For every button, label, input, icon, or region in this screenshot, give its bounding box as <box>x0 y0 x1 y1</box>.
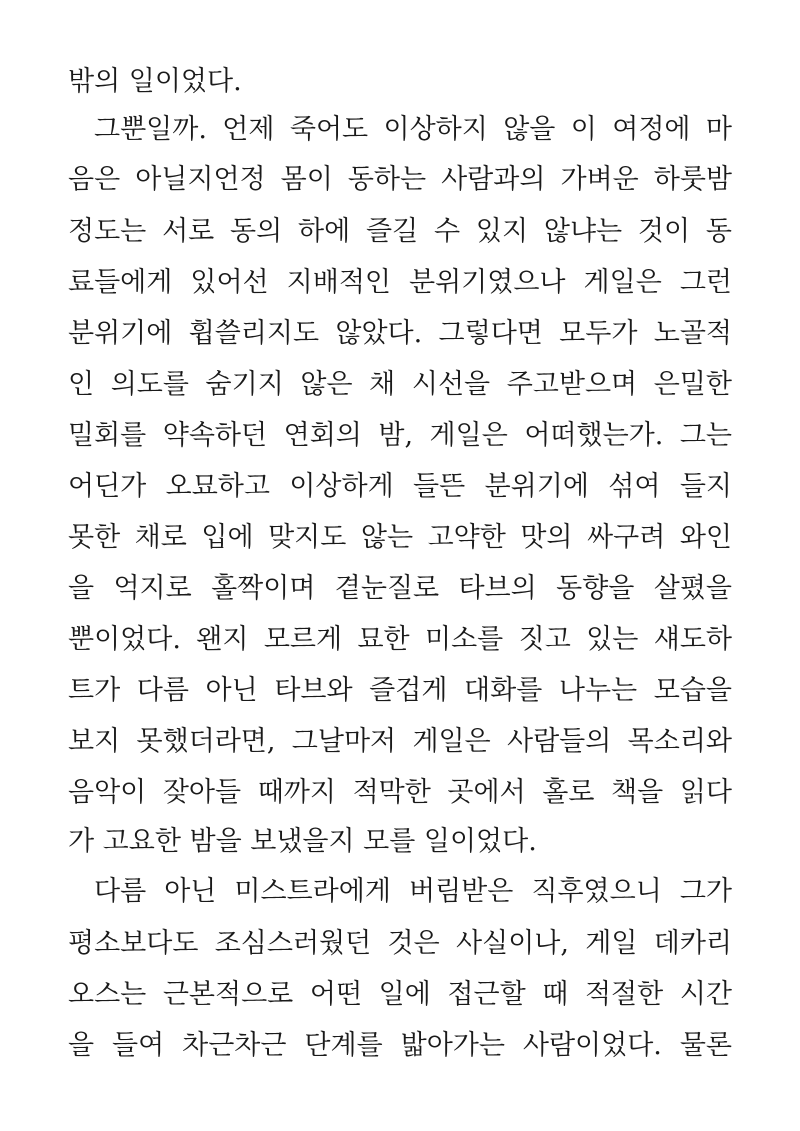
text-line: 못한 채로 입에 맞지도 않는 고약한 맛의 싸구려 와인 <box>68 522 732 553</box>
text-line: 다름 아닌 미스트라에게 버림받은 직후였으니 그가 <box>94 876 732 907</box>
text-line: 을 억지로 홀짝이며 곁눈질로 타브의 동향을 살폈을 <box>68 573 732 604</box>
text-line: 을 들여 차근차근 단계를 밟아가는 사람이었다. 물론 <box>68 1030 732 1061</box>
text-line: 어딘가 오묘하고 이상하게 들뜬 분위기에 섞여 들지 <box>68 471 732 502</box>
text-line: 료들에게 있어선 지배적인 분위기였으나 게일은 그런 <box>68 267 732 298</box>
text-line: 인 의도를 숨기지 않은 채 시선을 주고받으며 은밀한 <box>68 369 732 400</box>
text-line: 그뿐일까. 언제 죽어도 이상하지 않을 이 여정에 마 <box>94 114 732 145</box>
text-line: 음악이 잦아들 때까지 적막한 곳에서 홀로 책을 읽다 <box>68 777 732 808</box>
text-line: 정도는 서로 동의 하에 즐길 수 있지 않냐는 것이 동 <box>68 216 732 247</box>
text-line: 뿐이었다. 왠지 모르게 묘한 미소를 짓고 있는 섀도하 <box>68 624 732 655</box>
text-line: 보지 못했더라면, 그날마저 게일은 사람들의 목소리와 <box>68 726 732 757</box>
text-line: 평소보다도 조심스러웠던 것은 사실이나, 게일 데카리 <box>68 928 732 959</box>
text-line: 밖의 일이었다. <box>68 66 242 97</box>
text-line: 오스는 근본적으로 어떤 일에 접근할 때 적절한 시간 <box>68 979 732 1010</box>
text-line: 밀회를 약속하던 연회의 밤, 게일은 어떠했는가. 그는 <box>68 420 732 451</box>
text-line: 트가 다름 아닌 타브와 즐겁게 대화를 나누는 모습을 <box>68 675 732 706</box>
text-line: 가 고요한 밤을 보냈을지 모를 일이었다. <box>68 826 537 857</box>
text-line: 음은 아닐지언정 몸이 동하는 사람과의 가벼운 하룻밤 <box>68 164 732 195</box>
text-line: 분위기에 휩쓸리지도 않았다. 그렇다면 모두가 노골적 <box>68 318 732 349</box>
